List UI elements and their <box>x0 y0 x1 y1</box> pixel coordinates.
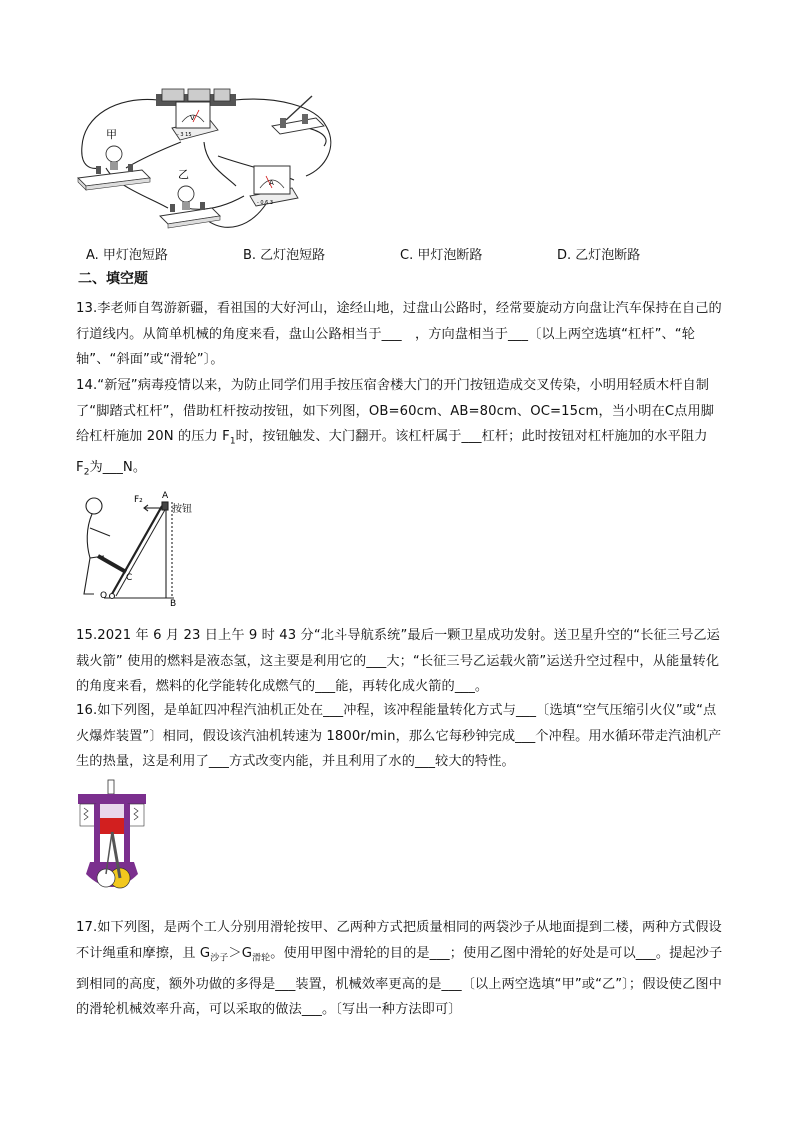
lamp-yi-label: 乙 <box>178 168 189 181</box>
lamp-jia-label: 甲 <box>106 128 117 141</box>
q17-part-b: ＞G <box>228 945 253 961</box>
q14-part-a: 14.“新冠”病毒疫情以来，为防止同学们用手按压宿舍楼大门的开门按钮造成交叉传染，小明用轻质木杆自制了“脚踏式杠杆”，借助杠杆按动按钮，如下列图，OB=60cm、AB=80cm、OC=15cm，当小明在C点用脚给杠杆施加 20N 的压力 F <box>76 378 715 444</box>
q17-part-c: 。使用甲图中滑轮的目的是___；使用乙图中滑轮的好处是可以___。提起沙子到相同的高度，额外功做的多得是___装置，机械效率更高的是___〔以上两空选填“甲”或“乙”〕；假设使乙图中的滑轮机械效率升高，可以采取的做法___。〔写出一种方法即可〕 <box>76 945 723 1018</box>
piston <box>100 818 124 834</box>
answer-options <box>86 244 726 266</box>
voltmeter <box>172 102 218 140</box>
question-14-text <box>76 373 724 486</box>
lever-rod <box>112 506 162 594</box>
cylinder-wall-left <box>94 804 100 862</box>
q14-part-c: 为___N。 <box>89 460 147 476</box>
voltmeter-label: V <box>190 114 195 122</box>
person-arm <box>90 528 110 536</box>
label-button: 按钮 <box>172 504 192 515</box>
label-o: O <box>100 591 108 601</box>
engine-figure <box>76 778 148 896</box>
section-title: 二、填空题 <box>78 271 148 287</box>
button-shape <box>162 502 168 510</box>
cylinder-wall-right <box>124 804 130 862</box>
combustion-chamber <box>100 804 124 818</box>
lamp-jia <box>78 128 150 190</box>
question-13 <box>76 296 724 373</box>
cylinder-head <box>78 794 146 804</box>
lamp-yi <box>160 168 220 228</box>
person-body <box>87 514 104 558</box>
q14-sub-1: 1 <box>229 436 236 447</box>
exhaust-valve <box>128 804 144 826</box>
label-c: C <box>126 573 133 583</box>
option-b: B. 乙灯泡短路 <box>243 248 326 263</box>
pivot-o <box>110 594 115 599</box>
question-17-text <box>76 915 724 1023</box>
option-d: D. 乙灯泡断路 <box>557 248 641 263</box>
spark-plug <box>108 780 114 794</box>
ammeter-label: A <box>269 179 274 187</box>
intake-valve <box>80 804 96 826</box>
person-head <box>86 498 102 514</box>
q14-part-b: 时，按钮触发、大门翻开。该杠杆属于___杠杆；此时按钮对杠杆施加的水平阻力 F <box>76 429 708 476</box>
q17-sub-2: 滑轮 <box>252 953 271 964</box>
ammeter-terminals: - 0.6 3 <box>257 200 274 206</box>
circuit-figure <box>76 86 356 242</box>
question-13-text: 13.李老师自驾游新疆，看祖国的大好河山，途经山地，过盘山公路时，经常要旋动方向盘让汽车保持在自己的行道线内。从简单机械的角度来看，盘山公路相当于___ ，方向盘相当于___〔以上两空选填“杠杆”、“轮轴”、“斜面”或“滑轮”〕。 <box>76 301 722 367</box>
question-15 <box>76 623 724 700</box>
q14-sub-2: 2 <box>83 467 90 478</box>
ammeter <box>250 166 298 206</box>
option-c: C. 甲灯泡断路 <box>400 248 483 263</box>
voltmeter-terminals: - 3 15 <box>177 132 192 138</box>
label-a: A <box>162 491 169 501</box>
lever-rod-edge <box>116 508 166 596</box>
q17-sub-1: 沙子 <box>210 953 229 964</box>
option-a: A. 甲灯泡短路 <box>86 248 168 263</box>
question-16-text: 16.如下列图，是单缸四冲程汽油机正处在___冲程，该冲程能量转化方式与___〔选填“空气压缩引火仪”或“点火爆炸装置”〕相同，假设该汽油机转速为 1800r/min，那么它每秒钟完成___个冲程。用水循环带走汽油机产生的热量，这是利用了___方式改变内能，并且利用了水的___较大的特性。 <box>76 703 722 769</box>
label-f2: F₂ <box>134 495 143 505</box>
person-leg-back <box>84 558 94 594</box>
question-15-text: 15.2021 年 6 月 23 日上午 9 时 43 分“北斗导航系统”最后一颗卫星成功发射。送卫星升空的“长征三号乙运载火箭” 使用的燃料是液态氢，这主要是利用它的___大；“长征三号乙运载火箭”运送升空过程中，从能量转化的角度来看，燃料的化学能转化成燃气的___能，再转化成火箭的___。 <box>76 628 720 694</box>
q17-part-a: 17.如下列图，是两个工人分别用滑轮按甲、乙两种方式把质量相同的两袋沙子从地面提到二楼，两种方式假设不计绳重和摩擦，且 G <box>76 920 722 961</box>
question-16 <box>76 698 724 775</box>
label-b: B <box>170 599 177 608</box>
question-17 <box>76 915 724 1023</box>
person-leg-front <box>98 556 126 572</box>
lever-figure <box>74 488 194 608</box>
question-14 <box>76 373 724 486</box>
